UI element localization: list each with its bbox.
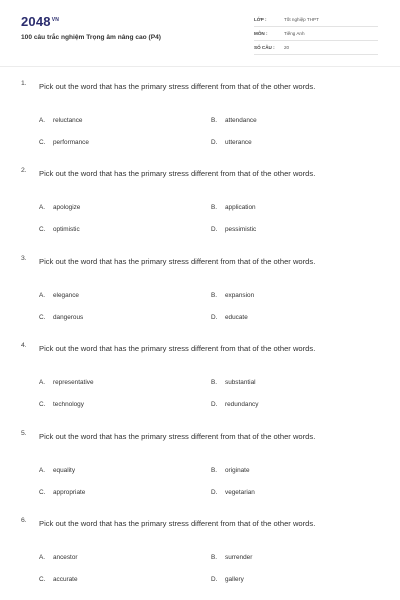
- answer-option-d[interactable]: D. redundancy: [211, 401, 259, 408]
- answer-option-c[interactable]: C. appropriate: [39, 489, 86, 496]
- meta-class-label: LỚP :: [254, 17, 267, 22]
- question-item: [0, 255, 400, 343]
- answer-option-d[interactable]: D. gallery: [211, 576, 244, 583]
- document-header: [0, 0, 400, 66]
- logo-text: 2048: [21, 14, 51, 29]
- meta-class-value: Tốt nghiệp THPT: [284, 17, 319, 22]
- meta-subject-value: Tiếng Anh: [284, 31, 305, 36]
- meta-divider: [254, 40, 378, 41]
- question-item: [0, 80, 400, 168]
- site-logo[interactable]: [21, 14, 59, 29]
- meta-divider: [254, 54, 378, 55]
- answer-option-a[interactable]: A. representative: [39, 379, 94, 386]
- answer-option-b[interactable]: B. surrender: [211, 554, 253, 561]
- meta-divider: [254, 26, 378, 27]
- answer-option-a[interactable]: A. apologize: [39, 204, 81, 211]
- answer-option-a[interactable]: A. reluctance: [39, 117, 83, 124]
- question-text: Pick out the word that has the primary stress different from that of the other words.: [39, 344, 316, 353]
- answer-option-b[interactable]: B. attendance: [211, 117, 257, 124]
- question-number: 2.: [21, 167, 27, 174]
- header-divider: [0, 66, 400, 67]
- answer-option-a[interactable]: A. ancestor: [39, 554, 78, 561]
- question-text: Pick out the word that has the primary stress different from that of the other words.: [39, 257, 316, 266]
- answer-option-d[interactable]: D. utterance: [211, 139, 252, 146]
- question-number: 3.: [21, 255, 27, 262]
- meta-count-value: 20: [284, 45, 290, 50]
- question-text: Pick out the word that has the primary stress different from that of the other words.: [39, 169, 316, 178]
- question-number: 1.: [21, 80, 27, 87]
- answer-option-a[interactable]: A. elegance: [39, 292, 79, 299]
- answer-option-b[interactable]: B. originate: [211, 467, 250, 474]
- question-text: Pick out the word that has the primary stress different from that of the other words.: [39, 432, 316, 441]
- answer-option-c[interactable]: C. performance: [39, 139, 89, 146]
- answer-option-d[interactable]: D. vegetarian: [211, 489, 255, 496]
- question-text: Pick out the word that has the primary stress different from that of the other words.: [39, 82, 316, 91]
- answer-option-b[interactable]: B. application: [211, 204, 256, 211]
- question-item: [0, 430, 400, 518]
- question-text: Pick out the word that has the primary stress different from that of the other words.: [39, 519, 316, 528]
- answer-option-b[interactable]: B. expansion: [211, 292, 255, 299]
- meta-subject-label: MÔN :: [254, 31, 268, 36]
- answer-option-c[interactable]: C. accurate: [39, 576, 78, 583]
- meta-count-label: SỐ CÂU :: [254, 45, 275, 50]
- logo-suffix: VN: [51, 16, 60, 23]
- answer-option-b[interactable]: B. substantial: [211, 379, 256, 386]
- question-item: [0, 342, 400, 430]
- answer-option-c[interactable]: C. optimistic: [39, 226, 80, 233]
- answer-option-c[interactable]: C. dangerous: [39, 314, 84, 321]
- answer-option-d[interactable]: D. educate: [211, 314, 248, 321]
- answer-option-d[interactable]: D. pessimistic: [211, 226, 257, 233]
- question-item: [0, 517, 400, 600]
- question-number: 4.: [21, 342, 27, 349]
- answer-option-c[interactable]: C. technology: [39, 401, 84, 408]
- question-item: [0, 167, 400, 255]
- answer-option-a[interactable]: A. equality: [39, 467, 76, 474]
- document-title: 100 câu trắc nghiệm Trọng âm nâng cao (P4): [21, 34, 161, 41]
- question-number: 6.: [21, 517, 27, 524]
- question-number: 5.: [21, 430, 27, 437]
